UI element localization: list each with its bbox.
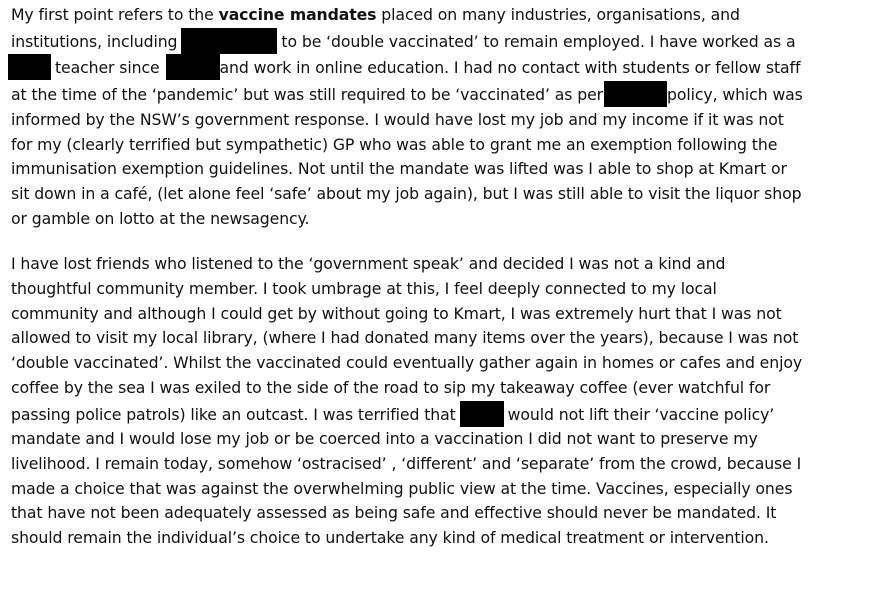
- bold-text-run: vaccine mandates: [218, 5, 377, 24]
- redaction-block: [604, 81, 667, 107]
- text-line: [11, 3, 895, 28]
- text-line: for my (clearly terrified but sympathetic) GP who was able to grant me an exemption following the: [11, 134, 778, 154]
- text-line: made a choice that was against the overwhelming public view at the time. Vaccines, especially ones: [11, 478, 793, 498]
- text-run: My first point refers to the: [11, 5, 219, 24]
- text-line: [11, 81, 895, 108]
- text-run: at the time of the ‘pandemic’ but was still required to be ‘vaccinated’ as per: [11, 85, 603, 105]
- paragraph-1: [11, 0, 895, 231]
- text-run: and work in online education. I had no contact with students or fellow staff: [219, 58, 801, 78]
- text-run: placed on many industries, organisations, and: [376, 5, 740, 24]
- paragraph-2: [11, 252, 895, 550]
- redaction-block: [8, 54, 51, 80]
- text-line: [11, 401, 895, 428]
- text-line: informed by the NSW’s government response. I would have lost my job and my income if it was not: [11, 109, 784, 129]
- text-run: passing police patrols) like an outcast. I was terrified that: [11, 404, 456, 424]
- redaction-block: [166, 54, 220, 80]
- text-line: immunisation exemption guidelines. Not until the mandate was lifted was I able to shop at Kmart or: [11, 159, 787, 179]
- text-line: that have not been adequately assessed as being safe and effective should never be mandated. It: [11, 503, 777, 523]
- text-line: [11, 28, 895, 55]
- text-line: ‘double vaccinated’. Whilst the vaccinated could eventually gather again in homes or cafes and enjoy: [11, 353, 803, 373]
- text-run: to be ‘double vaccinated’ to remain employed. I have worked as a: [281, 31, 796, 51]
- text-line: I have lost friends who listened to the ‘government speak’ and decided I was not a kind and: [11, 254, 726, 274]
- text-line: mandate and I would lose my job or be coerced into a vaccination I did not want to preserve my: [11, 429, 758, 449]
- redaction-block: [460, 401, 504, 427]
- text-line: [11, 54, 895, 81]
- text-line: livelihood. I remain today, somehow ‘ostracised’ , ‘different’ and ‘separate’ from the crowd, because I: [11, 453, 802, 473]
- text-line: allowed to visit my local library, (where I had donated many items over the years), because I was not: [11, 328, 799, 348]
- text-line: or gamble on lotto at the newsagency.: [11, 208, 310, 228]
- text-line: should remain the individual’s choice to undertake any kind of medical treatment or intervention.: [11, 528, 769, 548]
- text-run: institutions, including: [11, 31, 178, 51]
- text-run: teacher since: [55, 58, 160, 78]
- text-run: would not lift their ‘vaccine policy’: [507, 404, 775, 424]
- text-run: policy, which was: [667, 85, 803, 105]
- text-line: community and although I could get by without going to Kmart, I was extremely hurt that I was not: [11, 303, 782, 323]
- text-line: thoughtful community member. I took umbrage at this, I feel deeply connected to my local: [11, 279, 717, 299]
- text-line: sit down in a café, (let alone feel ‘safe’ about my job again), but I was still able to visit the liquor shop: [11, 183, 802, 203]
- redaction-block: [181, 28, 277, 54]
- text-line: coffee by the sea I was exiled to the side of the road to sip my takeaway coffee (ever watchful for: [11, 377, 771, 397]
